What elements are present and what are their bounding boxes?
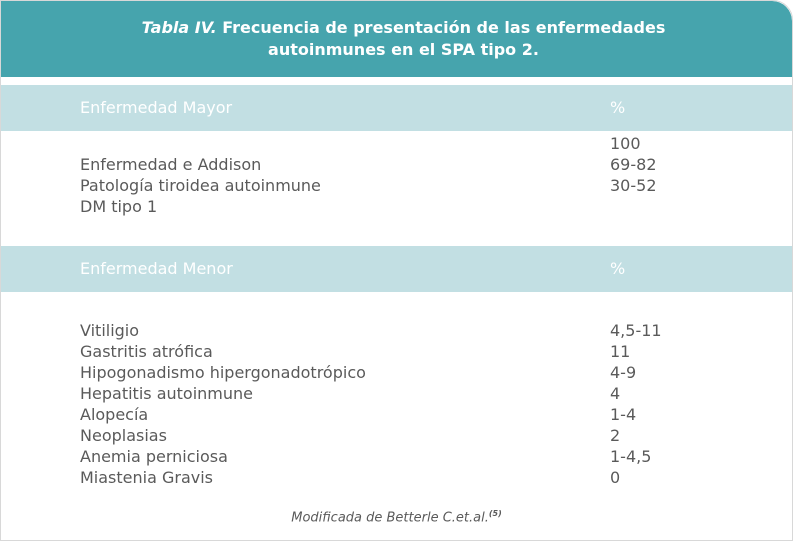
minor-name: Neoplasias [80,426,167,445]
minor-value: 11 [610,342,631,361]
major-value: 69-82 [610,155,657,174]
minor-values-list [610,320,662,488]
minor-name: Gastritis atrófica [80,342,213,361]
major-values-list [610,133,657,196]
minor-name: Hepatitis autoinmune [80,384,253,403]
major-value: 30-52 [610,176,657,195]
minor-name: Anemia perniciosa [80,447,228,466]
major-header-percent: % [610,98,626,117]
title-line-2: autoinmunes en el SPA tipo 2. [268,40,539,59]
minor-name: Alopecía [80,405,149,424]
major-name: Enfermedad e Addison [80,155,262,174]
source-reference: (5) [488,509,502,518]
minor-value: 0 [610,468,621,487]
minor-header-row [1,246,792,292]
minor-value: 1-4,5 [610,447,652,466]
minor-names-list [80,320,366,488]
title-text-1: Frecuencia de presentación de las enfermedades [222,18,666,37]
minor-name: Miastenia Gravis [80,468,214,487]
major-name: Patología tiroidea autoinmune [80,176,321,195]
major-names-list [80,154,321,217]
major-value: 100 [610,134,641,153]
minor-value: 4-9 [610,363,637,382]
minor-header-disease: Enfermedad Menor [80,259,233,278]
minor-name: Hipogonadismo hipergonadotrópico [80,363,366,382]
minor-value: 4 [610,384,621,403]
minor-value: 4,5-11 [610,321,662,340]
minor-header-percent: % [610,259,626,278]
title-line-1 [15,17,792,39]
major-name: DM tipo 1 [80,197,158,216]
source-text: Modificada de Betterle C.et.al. [291,510,489,526]
major-header-disease: Enfermedad Mayor [80,98,233,117]
minor-value: 2 [610,426,621,445]
title-label: Tabla IV. [141,18,217,37]
minor-value: 1-4 [610,405,637,424]
minor-name: Vitiligio [80,321,140,340]
table-title [1,1,792,77]
major-header-row [1,85,792,131]
table-source-note [1,509,792,525]
